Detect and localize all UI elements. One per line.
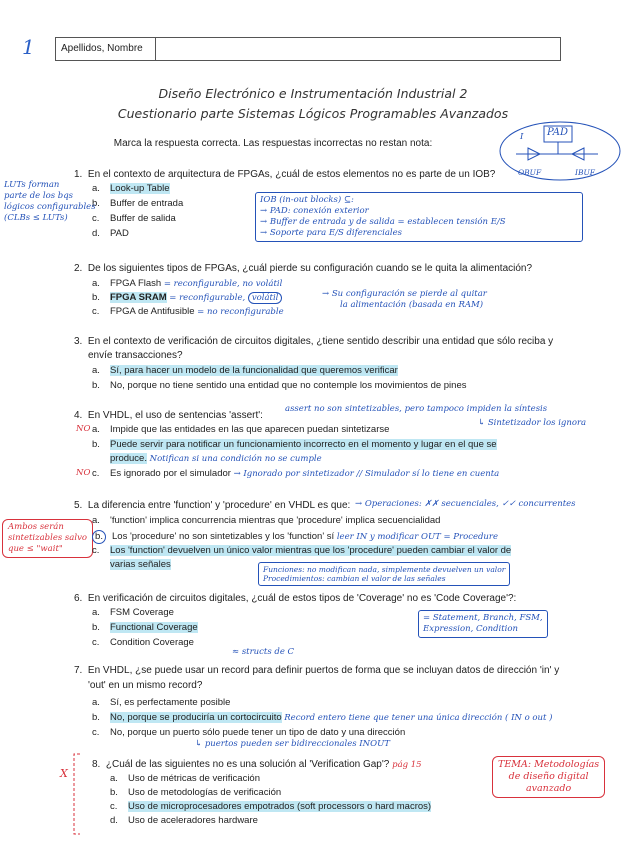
q5-option-c-cont: varias señales: [110, 559, 171, 570]
name-label: Apellidos, Nombre: [56, 38, 156, 60]
question-5: 5. La diferencia entre 'function' y 'procedure' en VHDL es que:: [74, 500, 351, 511]
q8-option-b[interactable]: b. Uso de metodologías de verificación: [110, 787, 282, 798]
q8-option-a[interactable]: a. Uso de métricas de verificación: [110, 773, 260, 784]
q8-option-c[interactable]: c. Uso de microprocesadores empotrados (soft processors o hard macros): [110, 801, 432, 812]
q1-text: En el contexto de arquitectura de FPGAs, ¿cuál de estos elementos no es parte de un IOB?: [87, 169, 496, 180]
iob-note-box: IOB (in-out blocks) ⊆: → PAD: conexión exterior → Buffer de entrada y de salida = establecen tensión E/S → Soporte para E/S diferenciales: [255, 192, 583, 242]
q7-option-a[interactable]: a. Sí, es perfectamente posible: [92, 697, 231, 708]
q4-option-a[interactable]: a. Impide que las entidades en las que aparecen puedan sintetizarse: [92, 424, 390, 435]
pad-ibuf: IBUF: [575, 168, 595, 177]
luts-note: LUTs forman parte de los bqs lógicos configurables (CLBs ≤ LUTs): [4, 180, 96, 223]
q4-top-note2: ↳ Sintetizador los ignora: [478, 418, 587, 428]
q6-option-b[interactable]: b. Functional Coverage: [92, 622, 198, 633]
question-8: 8. ¿Cuál de las siguientes no es una solución al 'Verification Gap'? pág 15: [92, 759, 422, 770]
question-7: 7. En VHDL, ¿se puede usar un record para definir puertos de forma que se incluyan datos de dirección 'in' y: [74, 665, 560, 676]
q5-side-note: Ambos serán sintetizables salvo que ≤ "wait": [2, 519, 93, 558]
q4-top-note: assert no son sintetizables, pero tampoco impiden la síntesis: [285, 404, 548, 414]
q8-x-mark: X: [60, 767, 68, 780]
q6-option-a[interactable]: a. FSM Coverage: [92, 607, 174, 618]
pad-i: I: [520, 132, 524, 142]
question-3-line2: envíe transacciones?: [88, 350, 183, 361]
doc-subtitle: Cuestionario parte Sistemas Lógicos Programables Avanzados: [117, 106, 509, 121]
q4-option-b[interactable]: b. Puede servir para notificar un funcionamiento incorrecto en el momento y lugar en el que se: [92, 439, 497, 450]
name-box[interactable]: [55, 37, 561, 61]
q4-no-c: NO: [76, 468, 91, 478]
q5-option-a[interactable]: a. 'function' implica concurrencia mientras que 'procedure' implica secuencialidad: [92, 515, 441, 526]
q1-num: 1.: [74, 169, 83, 180]
pad-obuf: OBUF: [518, 168, 542, 177]
q7-c-note: ↳ puertos pueden ser bidireccionales INOUT: [195, 739, 390, 749]
q3-option-a[interactable]: a. Sí, para hacer un modelo de la funcionalidad que queremos verificar: [92, 365, 398, 376]
question-6: 6. En verificación de circuitos digitales, ¿cuál de estos tipos de 'Coverage' no es 'Code Coverage'?:: [74, 593, 517, 604]
q5-option-b[interactable]: b. Los 'procedure' no son sintetizables y los 'function' sí leer IN y modificar OUT = Procedure: [92, 530, 498, 544]
q2-option-c[interactable]: c. FPGA de Antifusible = no reconfigurable: [92, 306, 284, 317]
page-number: 1: [22, 35, 35, 59]
q3-option-b[interactable]: b. No, porque no tiene sentido una entidad que no contemple los movimientos de pines: [92, 380, 467, 391]
q5-option-c[interactable]: c. Los 'function' devuelven un único valor mientras que los 'procedure' pueden cambiar el valor de: [92, 545, 512, 556]
q4-option-b-cont: produce. Notifican si una condición no se cumple: [110, 453, 322, 464]
question-2: 2. De los siguientes tipos de FPGAs, ¿cuál pierde su configuración cuando se le quita la alimentación?: [74, 263, 533, 274]
doc-title: Diseño Electrónico e Instrumentación Industrial 2: [158, 86, 468, 101]
question-1: [74, 168, 495, 181]
q2-option-b[interactable]: b. FPGA SRAM = reconfigurable, volátil: [92, 292, 282, 304]
q6-option-c[interactable]: c. Condition Coverage: [92, 637, 194, 648]
q5-top-note: → Operaciones: ✗✗ secuenciales, ✓✓ concurrentes: [355, 499, 576, 509]
question-4: 4. En VHDL, el uso de sentencias 'assert':: [74, 410, 263, 421]
q4-option-c[interactable]: c. Es ignorado por el simulador → Ignorado por sintetizador // Simulador sí lo tiene en cuenta: [92, 468, 500, 479]
q7-option-b[interactable]: b. No, porque se produciría un cortocircuito Record entero tiene que tener una única dirección ( IN o out ): [92, 712, 553, 723]
q7-option-c[interactable]: c. No, porque un puerto sólo puede tener un tipo de dato y una dirección: [92, 727, 406, 738]
instructions: Marca la respuesta correcta. Las respuestas incorrectas no restan nota:: [113, 138, 433, 149]
q1-option-d[interactable]: d. PAD: [92, 228, 129, 239]
question-7-line2: 'out' en un mismo record?: [88, 680, 203, 691]
q8-option-d[interactable]: d. Uso de aceleradores hardware: [110, 815, 258, 826]
q4-no-a: NO: [76, 424, 91, 434]
q2-note: → Su configuración se pierde al quitar la alimentación (basada en RAM): [322, 289, 487, 310]
q6-note-box: = Statement, Branch, FSM, Expression, Condition: [418, 610, 548, 638]
q1-option-a[interactable]: a. Look-up Table: [92, 183, 170, 194]
q1-option-b[interactable]: b. Buffer de entrada: [92, 198, 184, 209]
q1-option-c[interactable]: c. Buffer de salida: [92, 213, 176, 224]
q7-structs-note: ≈ structs de C: [232, 647, 295, 657]
q5-note-box: Funciones: no modifican nada, simplemente devuelven un valor Procedimientos: cambian el valor de las señales: [258, 562, 510, 586]
pad-label: PAD: [547, 127, 569, 138]
q2-option-a[interactable]: a. FPGA Flash = reconfigurable, no volátil: [92, 278, 283, 289]
tema-note: TEMA: Metodologías de diseño digital avanzado: [492, 756, 605, 798]
question-3: 3. En el contexto de verificación de circuitos digitales, ¿tiene sentido describir una entidad que sólo reciba y: [74, 336, 554, 347]
